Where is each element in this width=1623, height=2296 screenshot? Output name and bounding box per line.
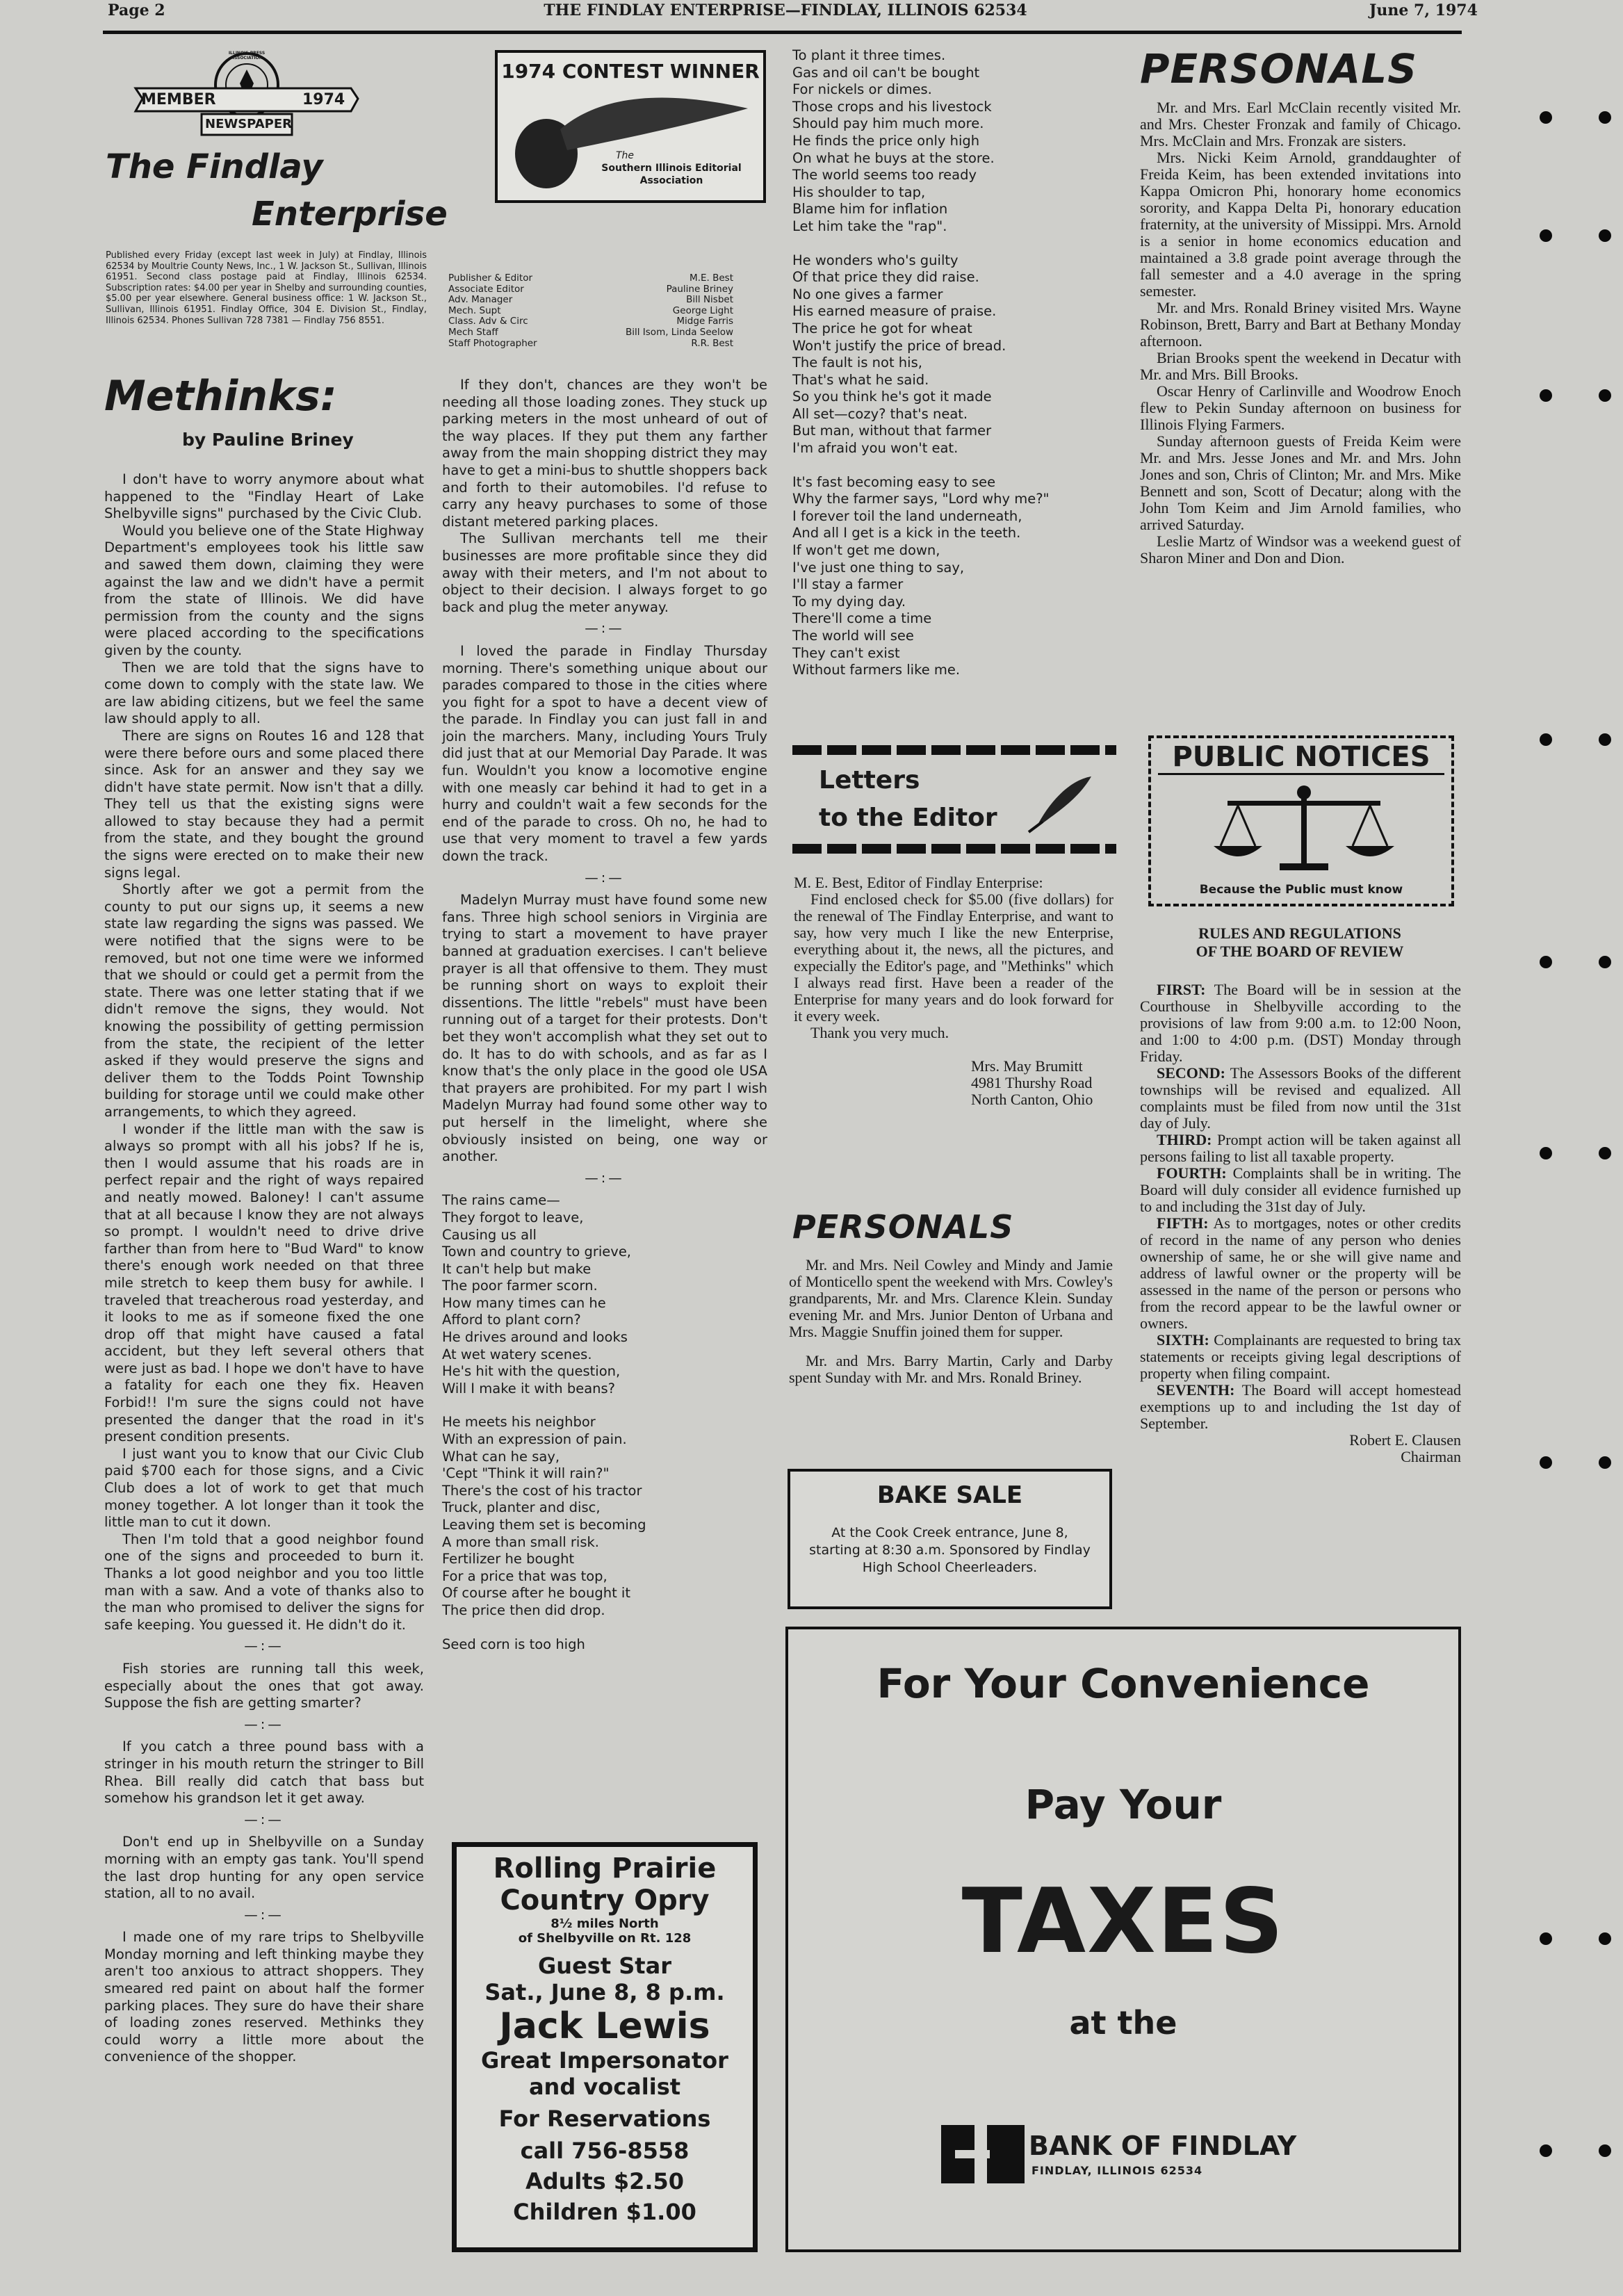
methinks-column-1 xyxy=(104,471,424,2066)
personals-heading-2: PERSONALS xyxy=(792,1208,1014,1246)
rule-signer: Robert E. Clausen xyxy=(1349,1431,1461,1449)
personals-body-2 xyxy=(789,1257,1113,1386)
public-notices-box xyxy=(1148,735,1454,906)
opry-line11: call 756-8558 xyxy=(520,2138,690,2164)
methinks-byline: by Pauline Briney xyxy=(182,430,354,450)
poem-column-3 xyxy=(792,47,1098,679)
rule-item: SEVENTH: The Board will accept homestead exemptions up to and including the 1st day of September. xyxy=(1140,1381,1461,1432)
letter-closing: Thank you very much. xyxy=(810,1024,949,1041)
board-review-heading-2: OF THE BOARD OF REVIEW xyxy=(1196,943,1404,960)
contest-line1: The xyxy=(616,150,635,161)
bank-ad-line3: TAXES xyxy=(961,1870,1285,1973)
opry-line12: Adults $2.50 xyxy=(525,2168,685,2195)
letters-title-1: Letters xyxy=(819,766,920,795)
badge-newspaper: NEWSPAPER xyxy=(205,117,292,131)
poem-stanza-4: He wonders who's guilty Of that price they did raise. No one gives a farmer His earned measure of praise. The price he got for wheat Won't justify the price of bread. The fault is not his, That's what he said. So you think he's got it made All set—cozy? that's neat. But man, without that farmer I'm afraid you won't eat. xyxy=(792,252,1006,457)
personal-item: Mr. and Mrs. Barry Martin, Carly and Darby spent Sunday with Mr. and Mrs. Ronald Briney. xyxy=(789,1352,1113,1386)
binder-hole xyxy=(1540,733,1552,746)
binder-hole xyxy=(1599,2144,1611,2157)
paragraph: I just want you to know that our Civic Club paid $700 each for those signs, and a Civic Club does a lot of work to get that much money together. A lot longer than it took the little man to cut it down. xyxy=(104,1445,424,1531)
binder-hole xyxy=(1599,1932,1611,1945)
board-review-heading-1: RULES AND REGULATIONS xyxy=(1198,925,1401,942)
paragraph: Then I'm told that a good neighbor found one of the signs and proceeded to burn it. Thanks a lot good neighbor and you too little man with a saw. And a vote of thanks also to the man who promised to deliver the signs for safe keeping. You guessed it. He didn't do it. xyxy=(104,1531,424,1633)
public-notices-title: PUBLIC NOTICES xyxy=(1158,741,1444,775)
separator: —:— xyxy=(585,1169,625,1186)
separator: —:— xyxy=(585,620,625,637)
binder-hole xyxy=(1540,1147,1552,1159)
separator: —:— xyxy=(244,1716,284,1732)
opry-line8: Great Impersonator xyxy=(481,2047,728,2074)
opry-line4: of Shelbyville on Rt. 128 xyxy=(518,1931,692,1946)
binder-hole xyxy=(1540,2144,1552,2157)
paragraph: If you catch a three pound bass with a stringer in his mouth return the stringer to Bill Rhea. Bill really did catch that bass but somehow his grandson let it get away. xyxy=(104,1739,424,1807)
bake-sale-box xyxy=(788,1469,1112,1609)
binder-hole xyxy=(1599,229,1611,242)
poem-line: Seed corn is too high xyxy=(442,1636,585,1652)
member-badge xyxy=(129,50,365,140)
staff-row: Mech. Supt George Light xyxy=(448,304,733,316)
bank-ad-line1: For Your Convenience xyxy=(876,1660,1370,1707)
rule-item: SECOND: The Assessors Books of the different townships will be revised and equalized. All complaints must be filed from now until the 31st day of July. xyxy=(1140,1064,1461,1132)
personal-item: Mr. and Mrs. Earl McClain recently visited Mr. and Mrs. Chester Fronzak and family of Chicago. Mrs. McClain and Mrs. Fronzak are sisters. xyxy=(1140,99,1461,149)
opry-line10: For Reservations xyxy=(498,2106,711,2132)
badge-ring-text: ILLINOIS PRESS ASSOCIATION xyxy=(228,51,266,60)
personal-item: Oscar Henry of Carlinville and Woodrow Enoch flew to Pekin Sunday afternoon on business for Illinois Flying Farmers. xyxy=(1140,382,1461,433)
letter-address: 4981 Thurshy Road xyxy=(971,1074,1093,1091)
rule-item: SIXTH: Complainants are requested to bring tax statements or receipts giving legal descriptions of property when filing compaint. xyxy=(1140,1331,1461,1382)
paragraph: Would you believe one of the State Highway Department's employees took his little saw and sawed them down, claiming they were against the law and we didn't have a permit from the state of Illinois. We did have permission from the county and the signs were placed according to the specifications given by the county. xyxy=(104,522,424,658)
binder-hole xyxy=(1540,229,1552,242)
paragraph: Then we are told that the signs have to come down to comply with the state law. We are law abiding citizens, but we feel the same law should apply to all. xyxy=(104,659,424,727)
binder-hole xyxy=(1540,1932,1552,1945)
opry-line9: and vocalist xyxy=(528,2074,681,2100)
methinks-title: Methinks: xyxy=(104,372,337,421)
binder-hole xyxy=(1599,389,1611,402)
quill-icon xyxy=(1022,773,1098,836)
staff-row: Class. Adv & Circ Midge Farris xyxy=(448,316,733,327)
letters-heading xyxy=(792,745,1116,856)
letter-signature: Mrs. May Brumitt xyxy=(971,1057,1083,1075)
binder-hole xyxy=(1540,1456,1552,1469)
poem-stanza-1: The rains came— They forgot to leave, Causing us all Town and country to grieve, It can't help but make The poor farmer scorn. How many times can he Afford to plant corn? He drives around and looks At wet watery scenes. He's hit with the question, Will I make it with beans? xyxy=(442,1192,632,1397)
badge-member: MEMBER xyxy=(141,91,216,108)
paragraph: I wonder if the little man with the saw is always so prompt with all his jobs? If he is, then I would assume that his roads are in perfect repair and the right of ways repaired and neatly mowed. Baloney! I can't assume that at all because I know they are not always so prompt. I wouldn't need to drive drive farther than from here to "Bud Ward" to know there's enough work needed on that three mile stretch to keep them busy for awhile. I traveled that treacherous road yesterday, and it looks to me as if someone fixed the one drop off that might have caused a fatal accident, but they left several others that were just as bad. I hope we don't have to have a fatality for each one they fix. Heaven Forbid!! I'm sure the signs could not have presented the danger that the road in it's present condition presents. xyxy=(104,1121,424,1445)
public-notices-tagline: Because the Public must know xyxy=(1199,883,1403,897)
binder-hole xyxy=(1540,389,1552,402)
opry-line1: Rolling Prairie xyxy=(493,1853,717,1884)
opry-line7: Jack Lewis xyxy=(499,2005,710,2047)
opry-line2: Country Opry xyxy=(500,1884,710,1916)
binder-hole xyxy=(1599,956,1611,968)
bank-ad-line4: at the xyxy=(1069,2004,1177,2042)
separator: —:— xyxy=(585,869,625,886)
dashed-rule xyxy=(792,745,1116,755)
methinks-column-2 xyxy=(442,377,767,1653)
poem-stanza-5: It's fast becoming easy to see Why the farmer says, "Lord why me?" I forever toil the land underneath, And all I get is a kick in the teeth. If won't get me down, I've just one thing to say, I'll stay a farmer To my dying day. There'll come a time The world will see They can't exist Without farmers like me. xyxy=(792,473,1050,678)
bake-sale-title: BAKE SALE xyxy=(876,1481,1023,1509)
letter-salutation: M. E. Best, Editor of Findlay Enterprise: xyxy=(794,874,1043,891)
opry-line3: 8½ miles North xyxy=(550,1916,659,1931)
paragraph: Shortly after we got a permit from the county to put our signs up, it seems a new state law regarding the signs was passed. We were notified that the signs were to be removed, but not one time were we informed that we should or could get a permit from the state. There was one letter stating that if we didn't remove the signs, they would. Not knowing the possibility of getting permission from the state, the recipient of the letter asked if they would preserve the signs and deliver them to the Todds Point Township building for storage until we could make other arrangements, to which they agreed. xyxy=(104,881,424,1120)
paragraph: Madelyn Murray must have found some new fans. Three high school seniors in Virginia are trying to start a movement to have prayer banned at graduation exercises. I can't believe prayer is all that offensive to them. They must be running short on ways to exploit their dissentions. The little "rebels" must have been running out of a target for their protests. Don't bet they won't accomplish what they set out to do. It has to do with schools, and as far as I know that's the only place in the good ole USA that prayers are prohibited. For my part I wish Madelyn Murray had found some other way to put herself in the limelight, where she obviously insisted on being, one way or another. xyxy=(442,892,767,1165)
personal-item: Leslie Martz of Windsor was a weekend guest of Sharon Miner and Don and Dion. xyxy=(1140,532,1461,567)
paragraph: Fish stories are running tall this week, especially about the ones that got away. Suppose the fish are getting smarter? xyxy=(104,1660,424,1711)
nameplate-line1: The Findlay xyxy=(106,147,323,186)
publication-info: Published every Friday (except last week in July) at Findlay, Illinois 62534 by Moultrie County News, Inc., 1 W. Jackson St., Sullivan, Illinois 61951. Second class postage paid at Findlay, Illinois 62534. Subscription rates: $4.00 per year in Shelby and surrounding counties, $5.00 per year elsewhere. General business office: 1 W. Jackson St., Sullivan, Illinois 61951. Findlay Office, 304 E. Division St., Findlay, Illinois 62534. Phones Sullivan 728 7381 — Findlay 756 8551. xyxy=(106,250,427,326)
binder-hole xyxy=(1599,1456,1611,1469)
personal-item: Mrs. Nicki Keim Arnold, granddaughter of Freida Keim, has been extended invitations into Kappa Omicron Phi, honorary home economics sorority, and Kappa Delta Pi, honorary education fraternity, at the university of Missippi. Mrs. Arnold is a senior in home economics education and maintained a 3.8 grade point average through the fall semester and a 4.0 average in the spring semester. xyxy=(1140,149,1461,300)
bank-logo xyxy=(941,2119,1316,2189)
personal-item: Mr. and Mrs. Ronald Briney visited Mrs. Wayne Robinson, Brett, Barry and Bart at Bethany Monday afternoon. xyxy=(1140,299,1461,350)
scales-of-justice-icon xyxy=(1200,780,1408,877)
contest-line2: Southern Illinois Editorial xyxy=(601,163,742,174)
letters-title-2: to the Editor xyxy=(819,804,997,832)
bake-sale-text: At the Cook Creek entrance, June 8, starting at 8:30 a.m. Sponsored by Findlay High School Cheerleaders. xyxy=(809,1525,1091,1575)
personal-item: Mr. and Mrs. Neil Cowley and Mindy and Jamie of Monticello spent the weekend with Mrs. Cowley's grandparents, Mr. and Mrs. Clarence Klein. Sunday evening Mr. and Mrs. Junior Denton of Urbana and Mrs. Maggie Snuffin joined them for supper. xyxy=(789,1256,1113,1340)
paragraph: There are signs on Routes 16 and 128 that were there before ours and some placed there since. Ask for an answer and they say we didn't have state permit. Now isn't that a dilly. They tell us that the existing signs were allowed to stay because they had a permit from the state, and they bought the ground the signs were erected on to make their new signs legal. xyxy=(104,727,424,881)
letter-text: Find enclosed check for $5.00 (five dollars) for the renewal of The Findlay Enterprise, and want to say, how very much I like the new Enterprise, everything about it, the news, all the pictures, and expecially the Editor's page, and "Methinks" which I always read first. Have been a reader of the Enterprise for many years and do look forward for it every week. xyxy=(794,890,1114,1025)
personal-item: Sunday afternoon guests of Freida Keim were Mr. and Mrs. Jesse Jones and Mr. and Mrs. John Jones and son, Chris of Clinton; Mr. and Mrs. Mike Bennett and son, Scott of Decatur; along with the John Tom Keim and Jim Arnold families, who arrived Saturday. xyxy=(1140,432,1461,533)
poem-stanza-3: To plant it three times. Gas and oil can't be bought For nickels or dimes. Those crops and his livestock Should pay him much more. He finds the price only high On what he buys at the store. The world seems too ready His shoulder to tap, Blame him for inflation Let him take the "rap". xyxy=(792,47,995,234)
staff-row: Publisher & Editor M.E. Best xyxy=(448,272,733,284)
paragraph: I don't have to worry anymore about what happened to the "Findlay Heart of Lake Shelbyville signs" purchased by the Civic Club. xyxy=(104,471,424,522)
binder-hole xyxy=(1599,111,1611,124)
separator: —:— xyxy=(244,1906,284,1923)
separator: —:— xyxy=(244,1811,284,1827)
board-review-rules xyxy=(1140,982,1461,1465)
rule-item: FIRST: The Board will be in session at the Courthouse in Shelbyville according to the provisions of law from 9:00 a.m. to 12:00 Noon, and 1:00 to 4:00 p.m. (DST) Monday through Friday. xyxy=(1140,981,1461,1065)
badge-year: 1974 xyxy=(302,91,345,108)
paragraph: I loved the parade in Findlay Thursday morning. There's something unique about our parades compared to those in the cities where you fight for a spot to have a decent view of the parade. In Findlay you can just fall in and join the marchers. Many, including Yours Truly did just that at our Memorial Day Parade. It was fun. Wouldn't you know a locomotive engine with one measly car behind it had to get in a hurry and couldn't wait a few seconds for the end of the parade to cross. Oh no, he had to use that very moment to travel a few yards down the track. xyxy=(442,642,767,865)
contest-title: 1974 CONTEST WINNER xyxy=(501,60,760,83)
rule-item: FOURTH: Complaints shall be in writing. The Board will duly consider all evidence furnished up to and including the 31st day of July. xyxy=(1140,1164,1462,1215)
paragraph: I made one of my rare trips to Shelbyville Monday morning and left thinking maybe they aren't too anxious to attract shoppers. They smeared red paint on about half the former parking places. They sure do have their share of loading zones reserved. Methinks they could worry a little more about the convenience of the shopper. xyxy=(104,1929,424,2065)
masthead-line: THE FINDLAY ENTERPRISE—FINDLAY, ILLINOIS 62534 xyxy=(544,1,1027,19)
separator: —:— xyxy=(244,1638,284,1654)
bank-tax-ad xyxy=(785,1627,1461,2252)
staff-row: Staff Photographer R.R. Best xyxy=(448,337,733,349)
opry-line5: Guest Star xyxy=(538,1953,671,1979)
staff-row: Adv. Manager Bill Nisbet xyxy=(448,294,733,306)
bank-ad-line2: Pay Your xyxy=(1025,1781,1222,1828)
opry-ad xyxy=(452,1842,758,2252)
binder-hole xyxy=(1540,956,1552,968)
letter-city: North Canton, Ohio xyxy=(971,1091,1093,1108)
rule-item: THIRD: Prompt action will be taken against all persons failing to list all taxable property. xyxy=(1140,1131,1462,1165)
binder-hole xyxy=(1540,111,1552,124)
paragraph: If they don't, chances are they won't be needing all those loading zones. They stuck up parking meters in the most unheard of out of the way places. If they put them any farther away from the main shopping district they may have to get a mini-bus to shuttle shoppers back and forth to their automobiles. I'd refuse to carry any heavy purchases to some of those distant metered parking places. xyxy=(442,377,767,530)
staff-row: Associate Editor Pauline Briney xyxy=(448,283,733,295)
staff-list xyxy=(448,273,733,349)
bank-address: FINDLAY, ILLINOIS 62534 xyxy=(1031,2164,1203,2177)
header-rule xyxy=(103,31,1462,34)
paragraph: Don't end up in Shelbyville on a Sunday morning with an empty gas tank. You'll spend the last drop hunting for any open service station, all to no avail. xyxy=(104,1834,424,1902)
nameplate-line2: Enterprise xyxy=(252,195,448,234)
personals-body-1 xyxy=(1140,99,1461,567)
binder-hole xyxy=(1599,733,1611,746)
dashed-rule xyxy=(792,844,1116,854)
letter-body xyxy=(794,874,1114,1108)
poem-stanza-2: He meets his neighbor With an expression of pain. What can he say, 'Cept "Think it will rain?" There's the cost of his tractor Truck, planter and disc, Leaving them set is becoming A more than small risk. Fertilizer he bought For a price that was top, Of course after he bought it The price then did drop. xyxy=(442,1414,646,1618)
binder-hole xyxy=(1599,1147,1611,1159)
contest-line3: Association xyxy=(639,175,703,186)
personals-heading-1: PERSONALS xyxy=(1140,45,1418,92)
opry-line13: Children $1.00 xyxy=(513,2199,696,2225)
bank-name: BANK OF FINDLAY xyxy=(1029,2131,1297,2161)
personal-item: Brian Brooks spent the weekend in Decatur with Mr. and Mrs. Bill Brooks. xyxy=(1140,349,1461,383)
contest-winner-box xyxy=(495,50,766,203)
bank-logo-icon xyxy=(941,2119,1025,2189)
page-number: Page 2 xyxy=(108,1,165,19)
opry-line6: Sat., June 8, 8 p.m. xyxy=(484,1979,725,2005)
rule-item: FIFTH: As to mortgages, notes or other credits of record in the name of any person who denies ownership of same, he or she will give name and address of lawful owner or the property will be assessed in the name of the person or persons who from the record appear to be the lawful owner or owners. xyxy=(1140,1214,1461,1332)
staff-row: Mech Staff Bill Isom, Linda Seelow xyxy=(448,326,733,338)
paragraph: The Sullivan merchants tell me their businesses are more profitable since they did away with their meters, and I'm not about to object to their decision. I always forget to go back and plug the meter anyway. xyxy=(442,530,767,615)
issue-date: June 7, 1974 xyxy=(1369,1,1478,19)
rule-signer-title: Chairman xyxy=(1401,1448,1461,1465)
